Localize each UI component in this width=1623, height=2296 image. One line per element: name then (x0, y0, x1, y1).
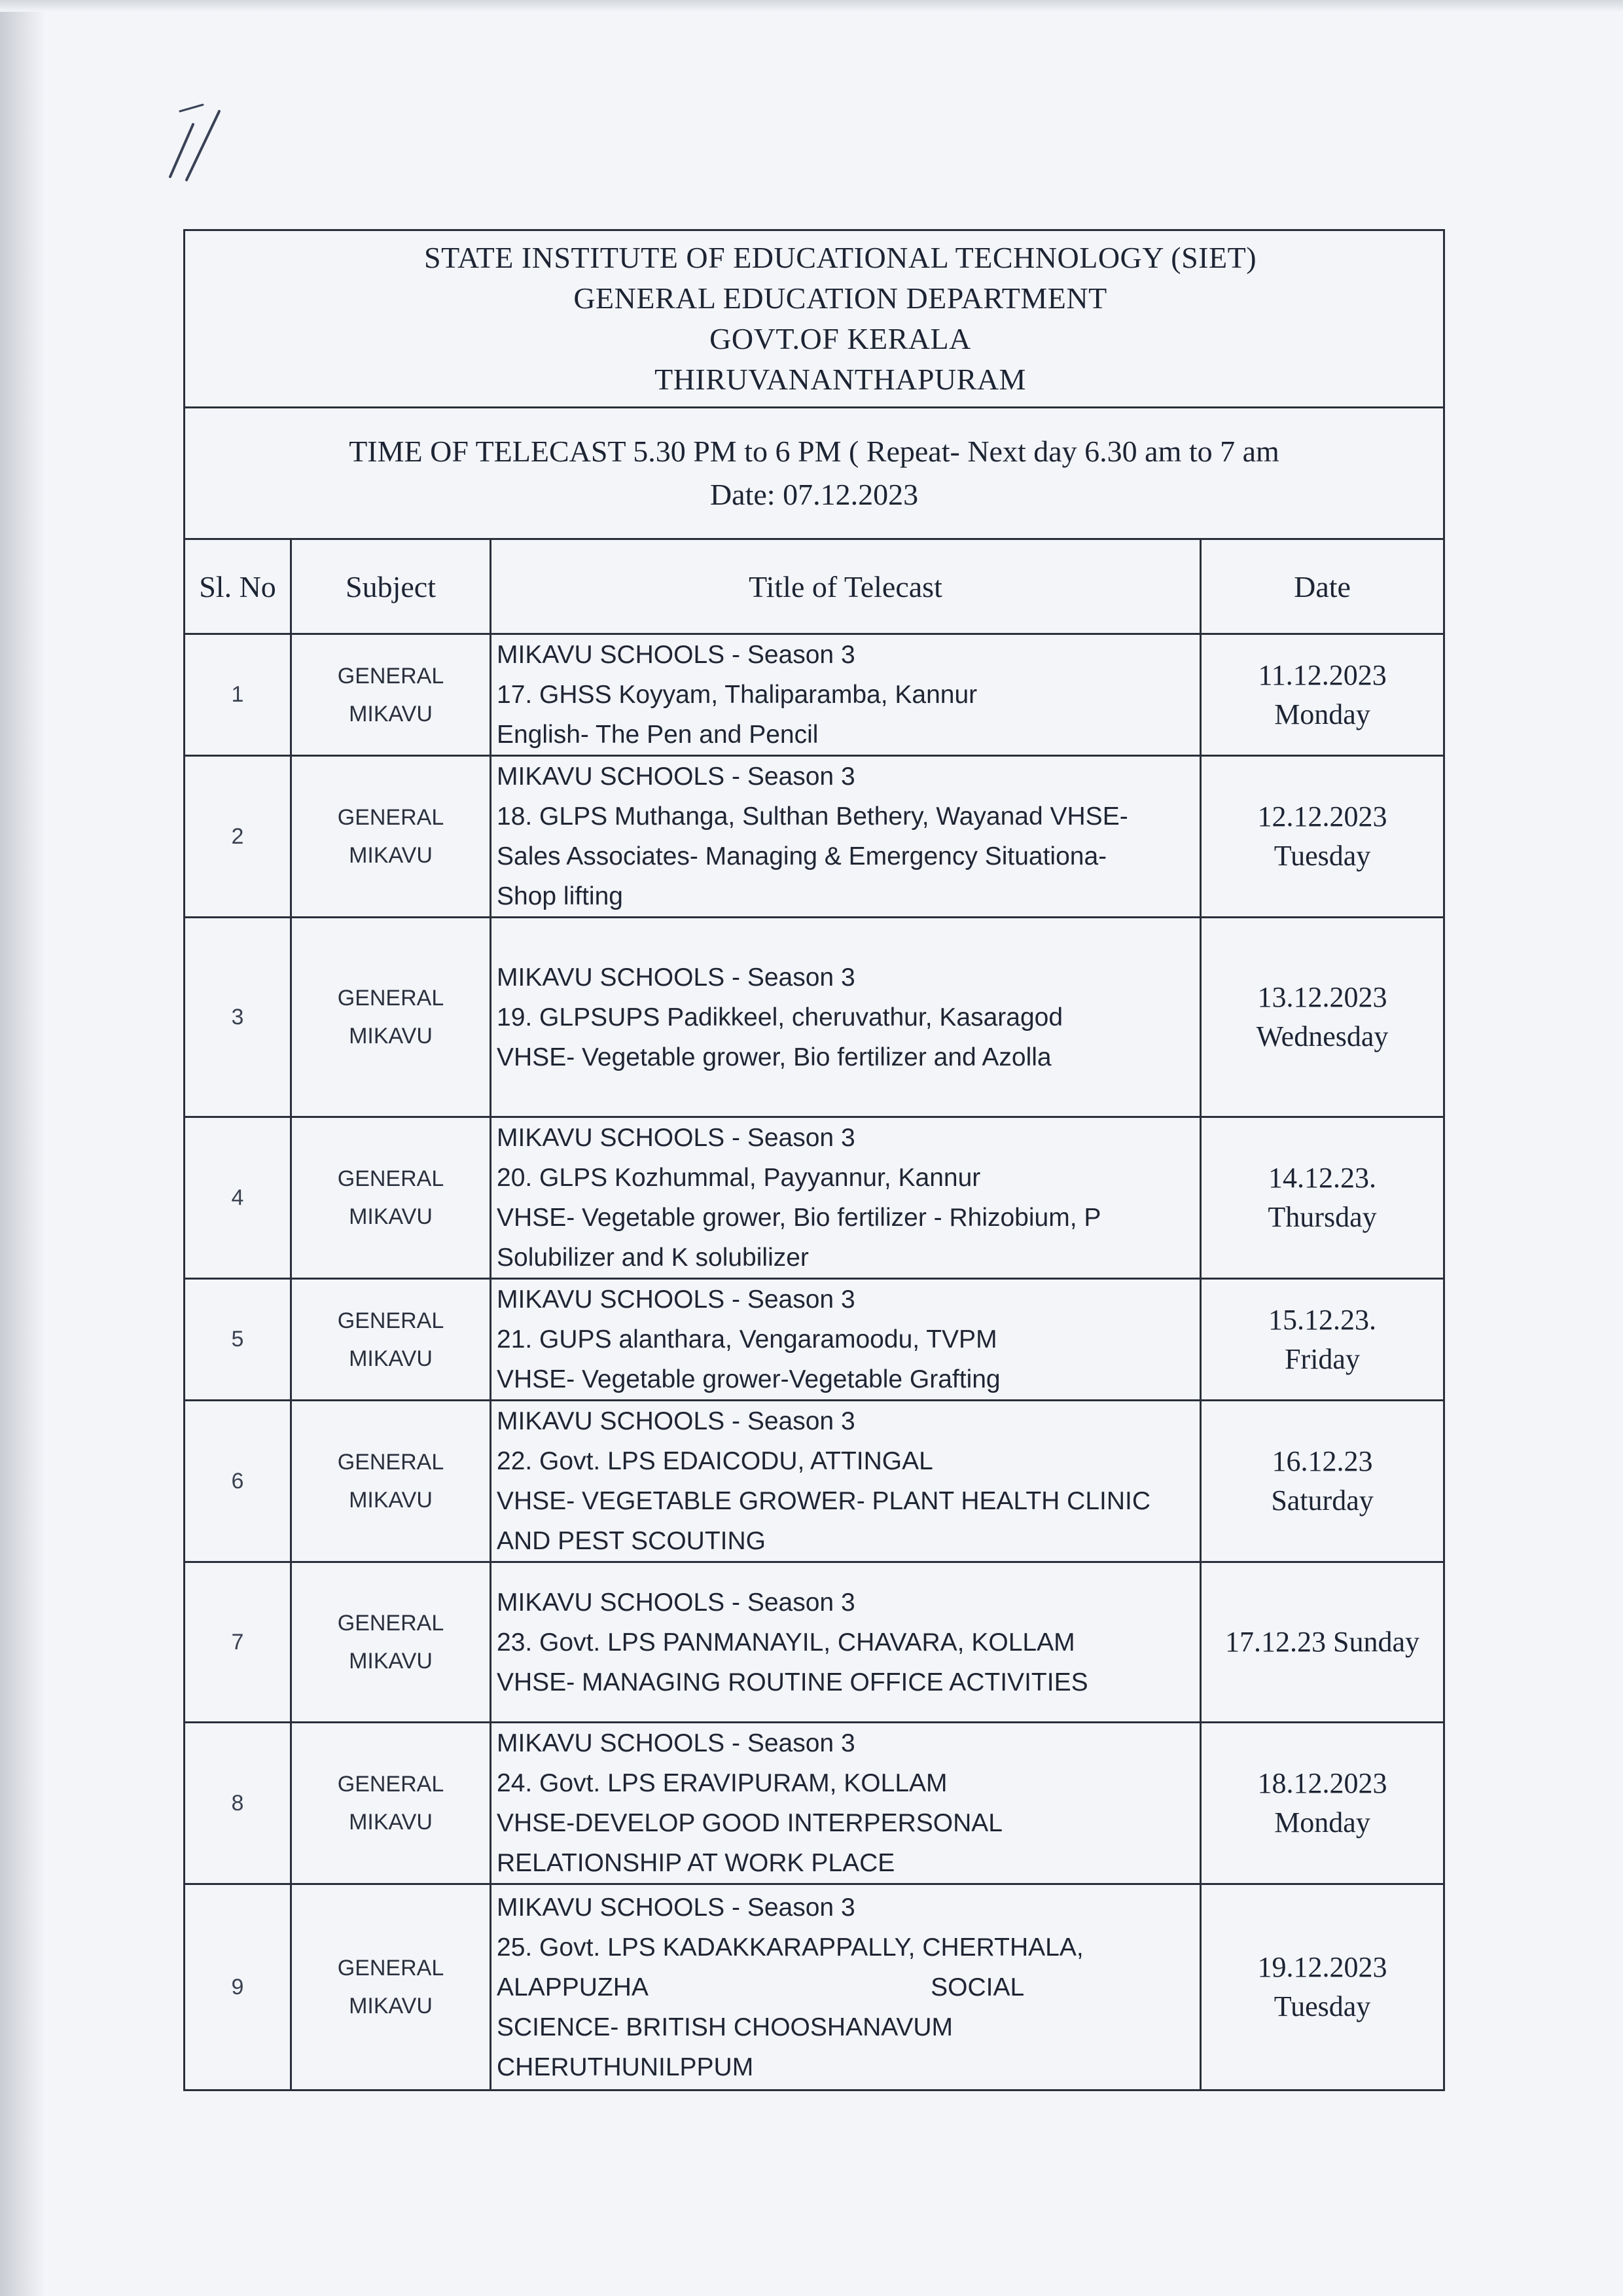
subject-line-2: MIKAVU (349, 1649, 433, 1674)
title-line: MIKAVU SCHOOLS - Season 3 (497, 963, 855, 992)
table-row (185, 1401, 1444, 1562)
row-subject (291, 1401, 491, 1562)
row-title (491, 1884, 1201, 2090)
title-line: 18. GLPS Muthanga, Sulthan Bethery, Wayanad VHSE- (497, 802, 1128, 831)
telecast-schedule-table (183, 229, 1445, 2091)
row-subject (291, 1562, 491, 1723)
telecast-info (185, 408, 1444, 539)
row-subject (291, 1723, 491, 1884)
telecast-info-row (185, 408, 1444, 539)
subject-line-1: GENERAL (337, 805, 444, 830)
table-row (185, 756, 1444, 918)
row-title (491, 634, 1201, 756)
title-line: MIKAVU SCHOOLS - Season 3 (497, 1729, 855, 1757)
row-subject (291, 1117, 491, 1279)
header-line-2: GENERAL EDUCATION DEPARTMENT (573, 281, 1107, 315)
title-line: SCIENCE- BRITISH CHOOSHANAVUM (497, 2013, 954, 2041)
institution-header (185, 230, 1444, 408)
row-title (491, 756, 1201, 918)
title-line: 19. GLPSUPS Padikkeel, cheruvathur, Kasaragod (497, 1003, 1063, 1031)
column-header-title: Title of Telecast (491, 539, 1201, 634)
title-line: RELATIONSHIP AT WORK PLACE (497, 1849, 895, 1877)
subject-line-1: GENERAL (337, 1308, 444, 1333)
title-line: VHSE-DEVELOP GOOD INTERPERSONAL (497, 1809, 1003, 1837)
subject-line-2: MIKAVU (349, 1810, 433, 1835)
subject-line-2: MIKAVU (349, 701, 433, 726)
column-header-sl: Sl. No (185, 539, 291, 634)
row-sl-number: 9 (185, 1884, 291, 2090)
row-subject (291, 1884, 491, 2090)
telecast-time: TIME OF TELECAST 5.30 PM to 6 PM ( Repeat- Next day 6.30 am to 7 am (349, 435, 1279, 468)
title-line: MIKAVU SCHOOLS - Season 3 (497, 1893, 855, 1922)
row-subject (291, 634, 491, 756)
row-date (1201, 756, 1444, 918)
subject-line-2: MIKAVU (349, 843, 433, 868)
title-line: VHSE- Vegetable grower, Bio fertilizer - Rhizobium, P (497, 1204, 1101, 1232)
header-line-3: GOVT.OF KERALA (709, 322, 971, 355)
row-sl-number: 8 (185, 1723, 291, 1884)
row-date (1201, 1884, 1444, 2090)
subject-line-2: MIKAVU (349, 1346, 433, 1371)
row-sl-number: 7 (185, 1562, 291, 1723)
date-weekday: Wednesday (1256, 1020, 1389, 1052)
row-sl-number: 5 (185, 1279, 291, 1401)
date-value: 16.12.23 (1272, 1445, 1373, 1477)
header-line-1: STATE INSTITUTE OF EDUCATIONAL TECHNOLOGY (SIET) (424, 241, 1257, 274)
scan-left-edge (0, 0, 46, 2296)
row-date (1201, 1401, 1444, 1562)
title-line: ALAPPUZHA SOCIAL (497, 1973, 1025, 2001)
date-value: 15.12.23. (1268, 1303, 1377, 1336)
title-line: 24. Govt. LPS ERAVIPURAM, KOLLAM (497, 1769, 948, 1797)
date-weekday: Tuesday (1274, 1990, 1371, 2022)
table-row (185, 634, 1444, 756)
date-value: 12.12.2023 (1257, 800, 1387, 833)
table-row (185, 1884, 1444, 2090)
title-line: MIKAVU SCHOOLS - Season 3 (497, 1285, 855, 1314)
subject-line-2: MIKAVU (349, 1204, 433, 1229)
title-line: English- The Pen and Pencil (497, 721, 819, 749)
title-line: MIKAVU SCHOOLS - Season 3 (497, 641, 855, 669)
title-line: 21. GUPS alanthara, Vengaramoodu, TVPM (497, 1325, 997, 1354)
row-title (491, 1117, 1201, 1279)
row-sl-number: 3 (185, 918, 291, 1117)
title-line: MIKAVU SCHOOLS - Season 3 (497, 1124, 855, 1152)
row-subject (291, 756, 491, 918)
subject-line-1: GENERAL (337, 1956, 444, 1981)
row-date (1201, 1723, 1444, 1884)
title-line: MIKAVU SCHOOLS - Season 3 (497, 1407, 855, 1435)
row-date (1201, 634, 1444, 756)
subject-line-2: MIKAVU (349, 1488, 433, 1513)
title-line: VHSE- Vegetable grower, Bio fertilizer and Azolla (497, 1043, 1052, 1071)
date-value: 13.12.2023 (1257, 981, 1387, 1013)
column-header-row (185, 539, 1444, 634)
date-value: 11.12.2023 (1258, 658, 1387, 691)
title-line: 23. Govt. LPS PANMANAYIL, CHAVARA, KOLLAM (497, 1628, 1075, 1657)
handwritten-pen-mark (157, 98, 229, 183)
title-line: Solubilizer and K solubilizer (497, 1244, 809, 1272)
row-date (1201, 1117, 1444, 1279)
title-line: Sales Associates- Managing & Emergency Situationa- (497, 842, 1107, 870)
title-line: AND PEST SCOUTING (497, 1527, 766, 1555)
row-date (1201, 1562, 1444, 1723)
title-line: MIKAVU SCHOOLS - Season 3 (497, 1588, 855, 1617)
scan-top-edge (0, 0, 1623, 12)
subject-line-1: GENERAL (337, 663, 444, 689)
date-weekday: Tuesday (1274, 840, 1371, 872)
title-line: CHERUTHUNILPPUM (497, 2053, 754, 2081)
row-date (1201, 918, 1444, 1117)
title-line: MIKAVU SCHOOLS - Season 3 (497, 762, 855, 791)
row-sl-number: 1 (185, 634, 291, 756)
row-title (491, 918, 1201, 1117)
row-title (491, 1723, 1201, 1884)
row-subject (291, 1279, 491, 1401)
title-line: 20. GLPS Kozhummal, Payyannur, Kannur (497, 1164, 981, 1192)
column-header-subject: Subject (291, 539, 491, 634)
row-title (491, 1401, 1201, 1562)
date-weekday: Monday (1274, 698, 1370, 730)
subject-line-1: GENERAL (337, 986, 444, 1011)
title-line: Shop lifting (497, 882, 623, 910)
subject-line-1: GENERAL (337, 1166, 444, 1191)
title-line: 17. GHSS Koyyam, Thaliparamba, Kannur (497, 681, 978, 709)
title-line: 22. Govt. LPS EDAICODU, ATTINGAL (497, 1447, 933, 1475)
table-row (185, 1562, 1444, 1723)
date-value: 17.12.23 Sunday (1225, 1626, 1420, 1658)
title-line: VHSE- Vegetable grower-Vegetable Grafting (497, 1365, 1001, 1393)
column-header-date: Date (1201, 539, 1444, 634)
row-sl-number: 6 (185, 1401, 291, 1562)
table-row (185, 1723, 1444, 1884)
date-weekday: Saturday (1271, 1484, 1374, 1516)
date-value: 18.12.2023 (1257, 1767, 1387, 1799)
date-weekday: Monday (1274, 1806, 1370, 1839)
date-value: 19.12.2023 (1257, 1951, 1387, 1983)
title-line: VHSE- MANAGING ROUTINE OFFICE ACTIVITIES (497, 1668, 1088, 1696)
subject-line-1: GENERAL (337, 1611, 444, 1636)
date-weekday: Thursday (1268, 1201, 1377, 1233)
table-row (185, 1117, 1444, 1279)
date-weekday: Friday (1285, 1342, 1360, 1375)
row-title (491, 1279, 1201, 1401)
title-line: 25. Govt. LPS KADAKKARAPPALLY, CHERTHALA, (497, 1933, 1084, 1962)
row-subject (291, 918, 491, 1117)
date-value: 14.12.23. (1268, 1162, 1377, 1194)
header-line-4: THIRUVANANTHAPURAM (654, 363, 1026, 396)
table-row (185, 918, 1444, 1117)
row-sl-number: 4 (185, 1117, 291, 1279)
table-row (185, 1279, 1444, 1401)
subject-line-1: GENERAL (337, 1772, 444, 1797)
subject-line-1: GENERAL (337, 1450, 444, 1475)
subject-line-2: MIKAVU (349, 1994, 433, 2018)
header-row (185, 230, 1444, 408)
row-title (491, 1562, 1201, 1723)
subject-line-2: MIKAVU (349, 1024, 433, 1049)
telecast-date: Date: 07.12.2023 (709, 478, 919, 511)
row-sl-number: 2 (185, 756, 291, 918)
title-line: VHSE- VEGETABLE GROWER- PLANT HEALTH CLINIC (497, 1487, 1151, 1515)
row-date (1201, 1279, 1444, 1401)
